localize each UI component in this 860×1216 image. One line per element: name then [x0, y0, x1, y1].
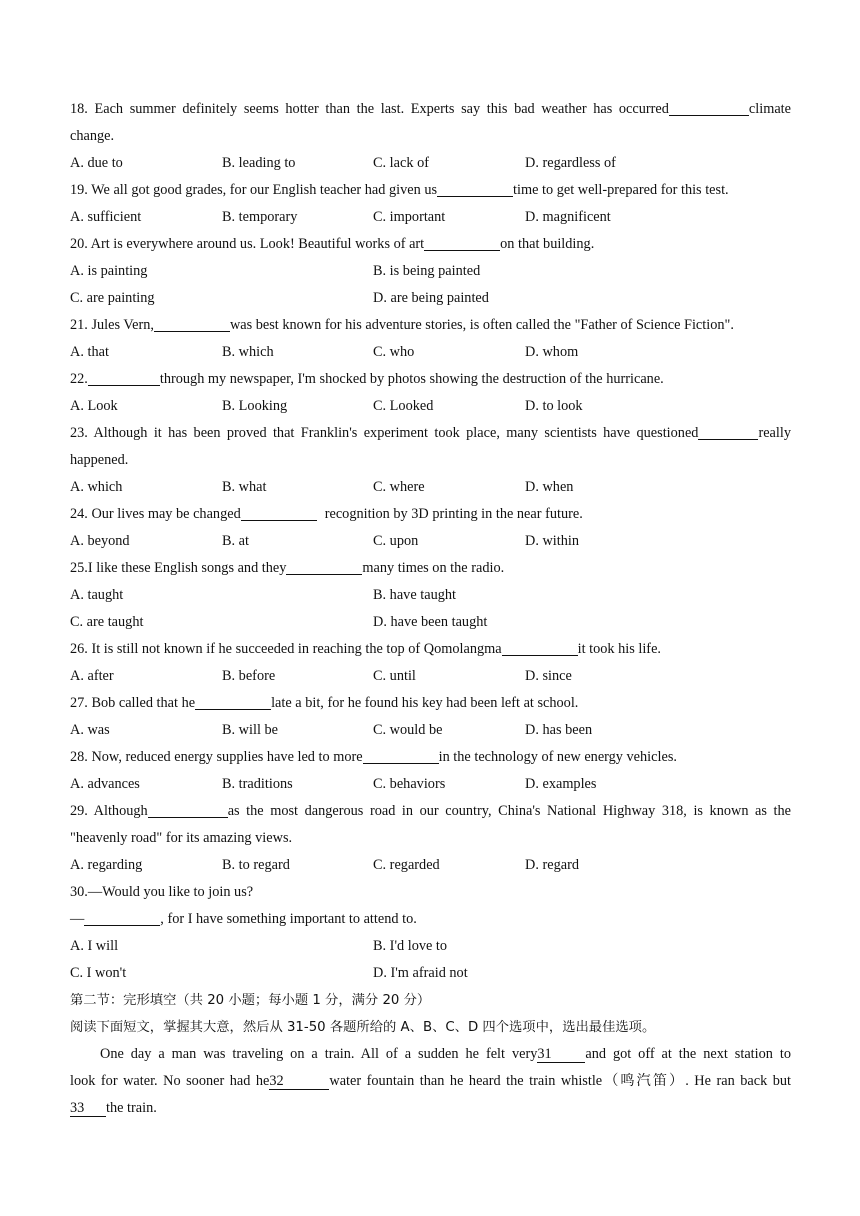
option-b: B. I'd love to [373, 938, 448, 954]
answer-blank [195, 694, 271, 710]
dash-text: — [70, 911, 85, 927]
answer-blank [424, 235, 500, 251]
option-d: D. I'm afraid not [373, 965, 468, 981]
question-20-stem [70, 231, 791, 258]
question-text: , for I have something important to attend to. [160, 911, 417, 927]
question-text: late a bit, for he found his key had been left at school. [271, 695, 579, 711]
option-a: A. I will [70, 938, 119, 954]
question-18-options [70, 150, 791, 177]
option-b: B. have taught [373, 587, 456, 603]
option-b: B. what [222, 479, 267, 495]
option-c: C. behaviors [373, 776, 446, 792]
option-c: C. upon [373, 533, 419, 549]
option-d: D. since [525, 668, 572, 684]
option-a: A. which [70, 479, 123, 495]
question-19-options [70, 204, 791, 231]
passage-line-1 [70, 1041, 791, 1068]
option-a: A. taught [70, 587, 124, 603]
option-c: C. where [373, 479, 425, 495]
option-d: D. magnificent [525, 209, 611, 225]
option-b: B. before [222, 668, 276, 684]
answer-blank [84, 910, 160, 926]
option-d: D. regard [525, 857, 579, 873]
question-23-stem [70, 420, 791, 447]
question-text: was best known for his adventure stories, is often called the "Father of Science Fiction". [229, 317, 734, 333]
question-text: time to get well-prepared for this test. [513, 182, 729, 198]
question-27-stem [70, 690, 791, 717]
question-30-options-row2 [70, 960, 791, 987]
question-text: 27. Bob called that he [70, 695, 196, 711]
passage-line-3 [70, 1095, 791, 1122]
question-text: 18. Each summer definitely seems hotter than the last. Experts say this bad weather has occurred [70, 101, 669, 117]
option-a: A. Look [70, 398, 118, 414]
question-text: it took his life. [577, 641, 661, 657]
answer-blank [241, 505, 317, 521]
option-c: C. important [373, 209, 446, 225]
question-text: through my newspaper, I'm shocked by photos showing the destruction of the hurricane. [159, 371, 664, 387]
blank-32: 32 [269, 1073, 329, 1090]
passage-text: One day a man was traveling on a train. All of a sudden he felt very [100, 1046, 538, 1062]
question-26-options [70, 663, 791, 690]
option-b: B. leading to [222, 155, 296, 171]
passage-line-2 [70, 1068, 791, 1095]
option-c: C. Looked [373, 398, 434, 414]
question-30-response [70, 906, 791, 933]
option-d: D. to look [525, 398, 583, 414]
question-text: 24. Our lives may be changed [70, 506, 241, 522]
question-text: climate [748, 101, 791, 117]
question-27-options [70, 717, 791, 744]
question-text: in the technology of new energy vehicles. [438, 749, 677, 765]
question-21-stem [70, 312, 791, 339]
answer-blank [669, 100, 749, 116]
question-text: 25.I like these English songs and they [70, 560, 287, 576]
question-29-stem-cont: "heavenly road" for its amazing views. [70, 830, 293, 846]
answer-blank [698, 424, 758, 440]
option-c: C. who [373, 344, 415, 360]
option-a: A. after [70, 668, 114, 684]
option-d: D. has been [525, 722, 593, 738]
option-a: A. is painting [70, 263, 148, 279]
answer-blank [148, 802, 228, 818]
blank-33: 33 [70, 1100, 106, 1117]
option-c: C. are painting [70, 290, 155, 306]
answer-blank [437, 181, 513, 197]
question-28-stem [70, 744, 791, 771]
option-a: A. was [70, 722, 110, 738]
option-d: D. within [525, 533, 580, 549]
answer-blank [88, 370, 160, 386]
option-b: B. will be [222, 722, 278, 738]
option-b: B. traditions [222, 776, 293, 792]
option-b: B. to regard [222, 857, 290, 873]
option-c: C. until [373, 668, 416, 684]
question-text: 29. Although [70, 803, 148, 819]
answer-blank [286, 559, 362, 575]
passage-text: the train. [106, 1100, 157, 1116]
question-text: 20. Art is everywhere around us. Look! Beautiful works of art [70, 236, 425, 252]
option-c: C. would be [373, 722, 443, 738]
option-d: D. whom [525, 344, 579, 360]
option-d: D. have been taught [373, 614, 488, 630]
question-20-options-row1 [70, 258, 791, 285]
option-a: A. regarding [70, 857, 143, 873]
question-19-stem [70, 177, 791, 204]
question-26-stem [70, 636, 791, 663]
question-30-options-row1 [70, 933, 791, 960]
option-c: C. are taught [70, 614, 144, 630]
answer-blank [363, 748, 439, 764]
question-text: 21. Jules Vern, [70, 317, 154, 333]
question-24-stem [70, 501, 791, 528]
option-d: D. when [525, 479, 574, 495]
option-c: C. I won't [70, 965, 127, 981]
option-a: A. due to [70, 155, 123, 171]
option-b: B. at [222, 533, 250, 549]
blank-31: 31 [537, 1046, 585, 1063]
question-25-options-row1 [70, 582, 791, 609]
question-24-options [70, 528, 791, 555]
question-25-stem [70, 555, 791, 582]
question-text: really [758, 425, 791, 441]
question-text: many times on the radio. [362, 560, 505, 576]
question-text: 19. We all got good grades, for our English teacher had given us [70, 182, 438, 198]
question-text: 22. [70, 371, 88, 387]
question-text: 23. Although it has been proved that Franklin's experiment took place, many scientists have questioned [70, 425, 699, 441]
question-21-options [70, 339, 791, 366]
option-c: C. lack of [373, 155, 429, 171]
question-29-options [70, 852, 791, 879]
option-b: B. which [222, 344, 274, 360]
passage-text: and got off at the next station to [585, 1046, 791, 1062]
question-text: recognition by 3D printing in the near future. [324, 506, 583, 522]
answer-blank [154, 316, 230, 332]
question-28-options [70, 771, 791, 798]
question-22-options [70, 393, 791, 420]
page-content [70, 96, 791, 1122]
question-18-stem [70, 96, 791, 123]
section-title: 第二节：完形填空（共 20 小题；每小题 1 分，满分 20 分） [70, 993, 431, 1008]
option-b: B. temporary [222, 209, 298, 225]
answer-blank [502, 640, 578, 656]
option-b: B. Looking [222, 398, 288, 414]
question-30-stem: 30.—Would you like to join us? [70, 884, 254, 900]
question-25-options-row2 [70, 609, 791, 636]
option-a: A. advances [70, 776, 140, 792]
option-b: B. is being painted [373, 263, 481, 279]
passage-text: look for water. No sooner had he [70, 1073, 270, 1089]
question-20-options-row2 [70, 285, 791, 312]
option-a: A. sufficient [70, 209, 142, 225]
option-c: C. regarded [373, 857, 440, 873]
question-22-stem [70, 366, 791, 393]
option-d: D. are being painted [373, 290, 489, 306]
passage-text: water fountain than he heard the train whistle（鸣汽笛）. He ran back but [329, 1073, 791, 1089]
question-23-stem-cont: happened. [70, 452, 129, 468]
section-instruction: 阅读下面短文，掌握其大意，然后从 31-50 各题所给的 A、B、C、D 四个选项中，选出最佳选项。 [70, 1020, 656, 1035]
question-18-stem-cont: change. [70, 128, 115, 144]
question-text: 26. It is still not known if he succeeded in reaching the top of Qomolangma [70, 641, 502, 657]
question-text: as the most dangerous road in our country, China's National Highway 318, is known as the [227, 803, 792, 819]
question-text: 28. Now, reduced energy supplies have led to more [70, 749, 363, 765]
question-text: on that building. [500, 236, 595, 252]
option-a: A. beyond [70, 533, 130, 549]
question-29-stem [70, 798, 791, 825]
option-a: A. that [70, 344, 109, 360]
option-d: D. examples [525, 776, 597, 792]
question-23-options [70, 474, 791, 501]
option-d: D. regardless of [525, 155, 616, 171]
